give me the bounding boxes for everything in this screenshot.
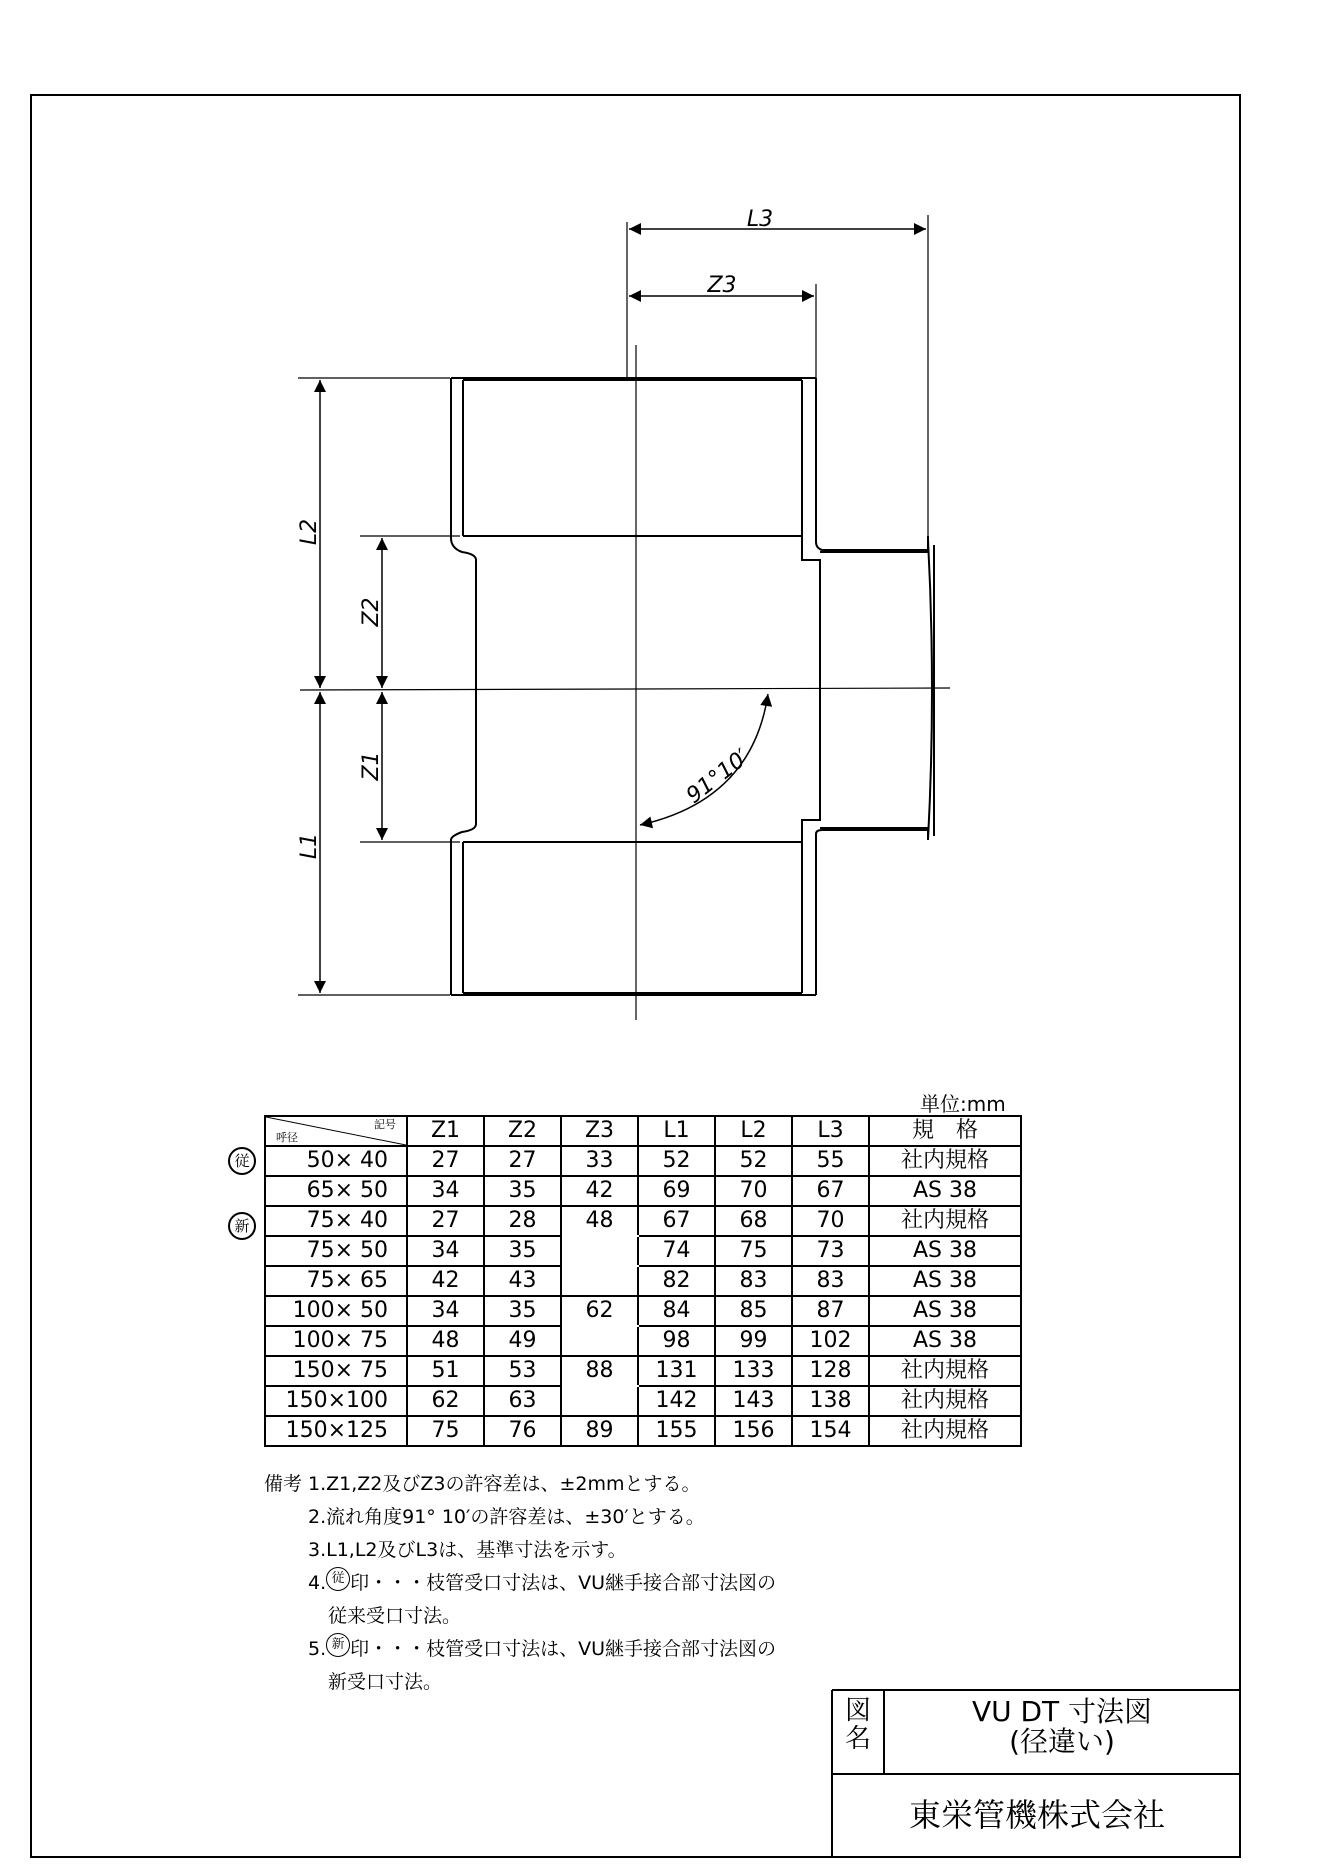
cell-l1: 84 (638, 1296, 715, 1326)
cell-z3 (561, 1266, 638, 1296)
cell-z2: 63 (484, 1386, 561, 1416)
cell-l1: 74 (638, 1236, 715, 1266)
header-diagonal-cell (265, 1116, 407, 1146)
extension-lines (298, 215, 928, 995)
cell-spec: 社内規格 (869, 1146, 1021, 1176)
title-block-label: 図名 (844, 1696, 871, 1754)
note-4-continuation: 従来受口寸法。 (328, 1605, 462, 1627)
cell-z2: 27 (484, 1146, 561, 1176)
note-4-marker-icon: 従 (326, 1567, 350, 1591)
label-Z3: Z3 (707, 273, 737, 298)
notes-block (264, 1468, 776, 1699)
table-row (265, 1296, 1021, 1326)
cell-z3: 89 (561, 1416, 638, 1446)
table-row (265, 1236, 1021, 1266)
note-line-2 (264, 1501, 776, 1534)
cell-l2: 75 (715, 1236, 792, 1266)
dimension-table (264, 1115, 1022, 1447)
cell-l2: 143 (715, 1386, 792, 1416)
cell-z1: 27 (407, 1146, 484, 1176)
header-z3: Z3 (561, 1116, 638, 1146)
title-line-1: VU DT 寸法図 (971, 1695, 1153, 1728)
cell-size: 75× 65 (265, 1266, 407, 1296)
cell-z1: 51 (407, 1356, 484, 1386)
cell-l2: 133 (715, 1356, 792, 1386)
marker-old-icon: 従 (228, 1147, 256, 1175)
note-5-continuation: 新受口寸法。 (328, 1671, 443, 1693)
cell-l2: 70 (715, 1176, 792, 1206)
unit-label: 単位:mm (920, 1092, 1006, 1116)
cell-size: 50× 40 (265, 1146, 407, 1176)
note-line-4 (264, 1567, 776, 1600)
cell-z3: 33 (561, 1146, 638, 1176)
header-z2: Z2 (484, 1116, 561, 1146)
table-row (265, 1146, 1021, 1176)
cell-z2: 28 (484, 1206, 561, 1236)
label-L2: L2 (297, 518, 322, 546)
cell-size: 100× 50 (265, 1296, 407, 1326)
note-line-5-cont (264, 1666, 776, 1699)
cell-l3: 83 (792, 1266, 869, 1296)
note-3: 3.L1,L2及びL3は、基準寸法を示す。 (308, 1539, 627, 1561)
note-5-number: 5. (308, 1638, 327, 1660)
cell-z3 (561, 1386, 638, 1416)
label-Z1: Z1 (359, 751, 384, 781)
table-row (265, 1206, 1021, 1236)
cell-l2: 99 (715, 1326, 792, 1356)
cell-l2: 156 (715, 1416, 792, 1446)
cell-z1: 42 (407, 1266, 484, 1296)
cell-z2: 53 (484, 1356, 561, 1386)
cell-z1: 75 (407, 1416, 484, 1446)
cell-l3: 102 (792, 1326, 869, 1356)
notes-heading: 備考 (264, 1473, 303, 1495)
table-row (265, 1416, 1021, 1446)
title-line-2: (径違い) (1009, 1725, 1115, 1758)
label-L1: L1 (297, 832, 322, 860)
marker-new-icon: 新 (228, 1212, 256, 1240)
company-name: 東栄管機株式会社 (908, 1796, 1165, 1834)
note-line-1 (264, 1468, 776, 1501)
table-row (265, 1176, 1021, 1206)
header-l1: L1 (638, 1116, 715, 1146)
table-header-row (265, 1116, 1021, 1146)
cell-l1: 52 (638, 1146, 715, 1176)
cell-z1: 34 (407, 1236, 484, 1266)
header-l3: L3 (792, 1116, 869, 1146)
cell-z3 (561, 1236, 638, 1266)
note-1: 1.Z1,Z2及びZ3の許容差は、±2mmとする。 (308, 1473, 701, 1495)
cell-z2: 35 (484, 1176, 561, 1206)
cell-l1: 131 (638, 1356, 715, 1386)
cell-size: 65× 50 (265, 1176, 407, 1206)
cell-l3: 128 (792, 1356, 869, 1386)
cell-l1: 69 (638, 1176, 715, 1206)
header-spec: 規 格 (869, 1116, 1021, 1146)
dimension-lines (320, 229, 926, 993)
cell-z2: 43 (484, 1266, 561, 1296)
cell-l3: 73 (792, 1236, 869, 1266)
cell-l3: 55 (792, 1146, 869, 1176)
cell-z1: 27 (407, 1206, 484, 1236)
header-symbol-label: 記号 (374, 1118, 396, 1131)
cell-l2: 85 (715, 1296, 792, 1326)
cell-size: 150×125 (265, 1416, 407, 1446)
cell-size: 75× 50 (265, 1236, 407, 1266)
cell-spec: 社内規格 (869, 1386, 1021, 1416)
cell-z1: 48 (407, 1326, 484, 1356)
cell-l1: 142 (638, 1386, 715, 1416)
label-angle: 91°10′ (681, 744, 755, 809)
cell-spec: 社内規格 (869, 1416, 1021, 1446)
cell-l1: 155 (638, 1416, 715, 1446)
note-line-4-cont (264, 1600, 776, 1633)
table-row (265, 1326, 1021, 1356)
table-row (265, 1386, 1021, 1416)
cell-spec: AS 38 (869, 1176, 1021, 1206)
cell-z3 (561, 1326, 638, 1356)
cell-z3: 48 (561, 1206, 638, 1236)
cell-l2: 83 (715, 1266, 792, 1296)
cell-size: 100× 75 (265, 1326, 407, 1356)
cell-l3: 87 (792, 1296, 869, 1326)
cell-l3: 138 (792, 1386, 869, 1416)
note-2: 2.流れ角度91° 10′の許容差は、±30′とする。 (308, 1506, 705, 1528)
cell-l1: 67 (638, 1206, 715, 1236)
cell-z1: 34 (407, 1176, 484, 1206)
cell-l3: 67 (792, 1176, 869, 1206)
cell-size: 150× 75 (265, 1356, 407, 1386)
header-l2: L2 (715, 1116, 792, 1146)
cell-l2: 68 (715, 1206, 792, 1236)
label-L3: L3 (746, 207, 774, 232)
note-5-marker-icon: 新 (326, 1633, 350, 1657)
cell-size: 150×100 (265, 1386, 407, 1416)
cell-z3: 88 (561, 1356, 638, 1386)
cell-z3: 42 (561, 1176, 638, 1206)
cell-z3: 62 (561, 1296, 638, 1326)
label-Z2: Z2 (359, 597, 384, 627)
cell-z2: 76 (484, 1416, 561, 1446)
note-line-5 (264, 1633, 776, 1666)
cell-spec: 社内規格 (869, 1356, 1021, 1386)
cell-l3: 154 (792, 1416, 869, 1446)
header-size-label: 呼径 (276, 1131, 298, 1144)
note-4-text: 印・・・枝管受口寸法は、VU継手接合部寸法図の (350, 1572, 777, 1594)
cell-z2: 35 (484, 1296, 561, 1326)
cell-size: 75× 40 (265, 1206, 407, 1236)
cell-l2: 52 (715, 1146, 792, 1176)
cell-l3: 70 (792, 1206, 869, 1236)
title-block-title (884, 1697, 1240, 1757)
cell-spec: AS 38 (869, 1326, 1021, 1356)
note-line-3 (264, 1534, 776, 1567)
cell-spec: AS 38 (869, 1266, 1021, 1296)
cell-z2: 35 (484, 1236, 561, 1266)
cell-z1: 62 (407, 1386, 484, 1416)
horizontal-centerline (300, 688, 950, 690)
cell-spec: 社内規格 (869, 1206, 1021, 1236)
header-z1: Z1 (407, 1116, 484, 1146)
note-5-text: 印・・・枝管受口寸法は、VU継手接合部寸法図の (350, 1638, 777, 1660)
cell-z1: 34 (407, 1296, 484, 1326)
cell-spec: AS 38 (869, 1236, 1021, 1266)
cell-l1: 98 (638, 1326, 715, 1356)
table-row (265, 1356, 1021, 1386)
table-row (265, 1266, 1021, 1296)
cell-z2: 49 (484, 1326, 561, 1356)
tee-fitting-outline (451, 378, 934, 995)
note-4-number: 4. (308, 1572, 327, 1594)
cell-l1: 82 (638, 1266, 715, 1296)
cell-spec: AS 38 (869, 1296, 1021, 1326)
